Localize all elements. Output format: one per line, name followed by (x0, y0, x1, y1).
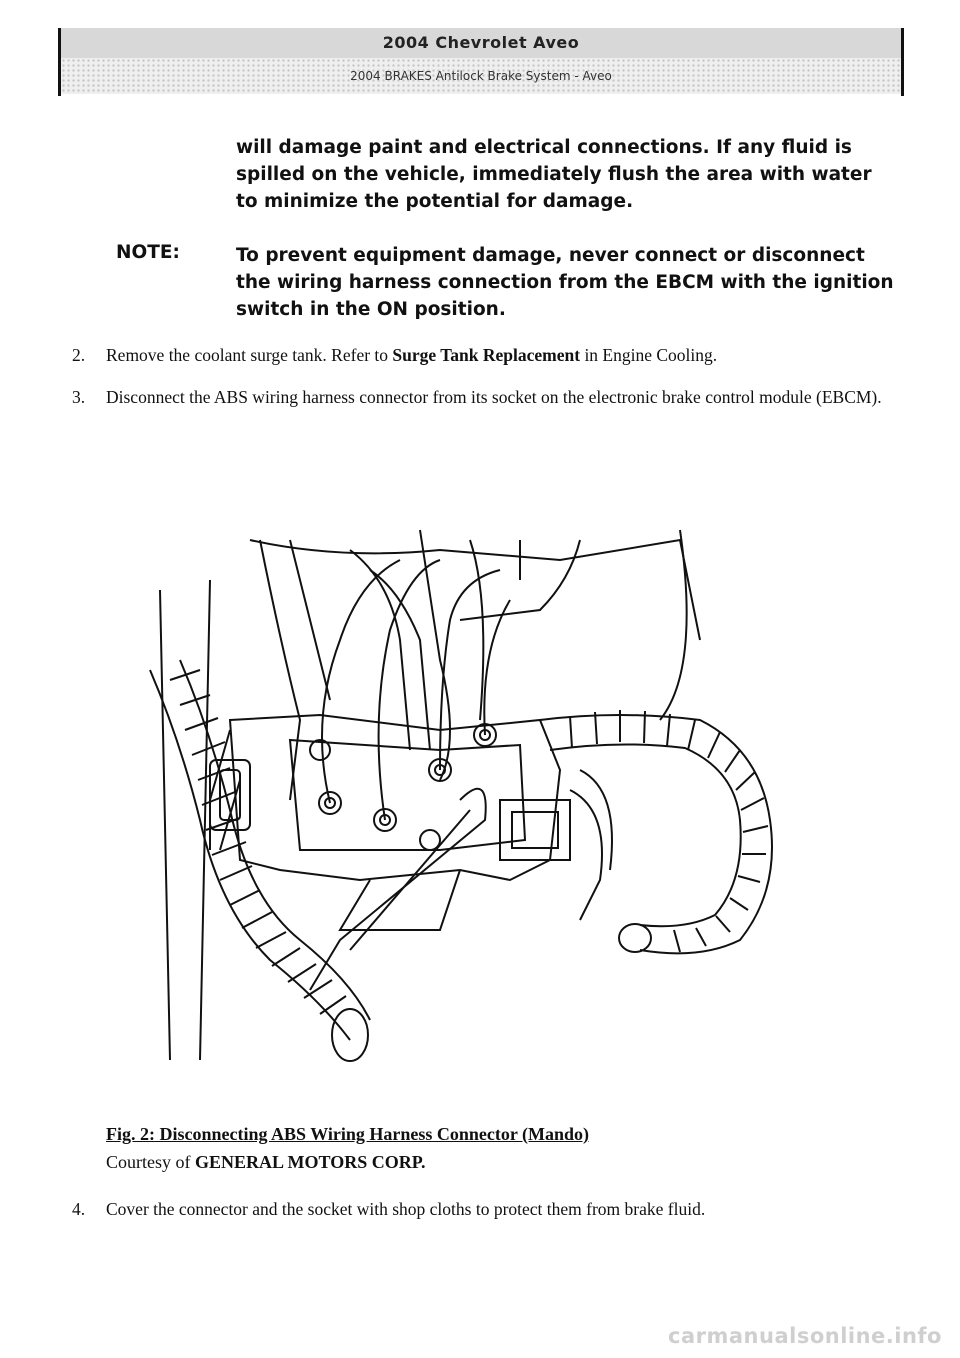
abs-module-illustration (140, 520, 860, 1070)
page-header (58, 28, 904, 96)
courtesy-org: GENERAL MOTORS CORP. (195, 1152, 426, 1172)
step-number: 4. (72, 1199, 86, 1219)
step-number: 3. (72, 387, 86, 407)
note-label: NOTE: (116, 242, 180, 263)
document-title: 2004 Chevrolet Aveo (61, 28, 901, 58)
step-text (106, 342, 906, 368)
step-text: Disconnect the ABS wiring harness connector from its socket on the electronic brake control module (EBCM). (106, 387, 882, 407)
watermark: carmanualsonline.info (668, 1324, 942, 1348)
caution-text: will damage paint and electrical connections. If any fluid is spilled on the vehicle, immediately flush the area with water to minimize the potential for damage. (236, 137, 872, 212)
note-text: To prevent equipment damage, never connect or disconnect the wiring harness connection from the EBCM with the ignition switch in the ON position. (236, 245, 894, 320)
document-subtitle: 2004 BRAKES Antilock Brake System - Aveo (61, 58, 901, 94)
step-number: 2. (72, 345, 86, 365)
step-text-start: Remove the coolant surge tank. Refer to (106, 345, 393, 365)
surge-tank-link[interactable]: Surge Tank Replacement (392, 345, 581, 365)
step-text: Cover the connector and the socket with shop cloths to protect them from brake fluid. (106, 1199, 706, 1219)
figure-courtesy (106, 1148, 589, 1176)
step-text-end: in Engine Cooling. (580, 345, 718, 365)
figure-caption (106, 1120, 589, 1176)
courtesy-prefix: Courtesy of (106, 1152, 195, 1172)
figure-title: Fig. 2: Disconnecting ABS Wiring Harness Connector (Mando) (106, 1124, 590, 1144)
